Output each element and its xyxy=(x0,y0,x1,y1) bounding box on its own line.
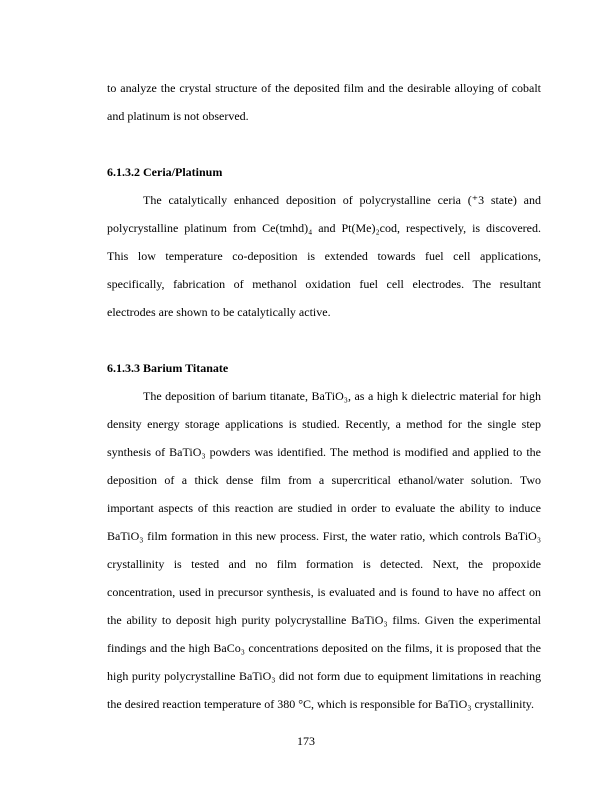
section-heading-ceria-platinum: 6.1.3.2 Ceria/Platinum xyxy=(107,165,223,179)
paragraph-ceria-platinum: The catalytically enhanced deposition of polycrystalline ceria (⁺3 state) and polycrystalline platinum from Ce(tmhd)₄ and Pt(Me)₂cod, respectively, is discovered. This low temperature co-deposition is extended towards fuel cell applications, specifically, fabrication of methanol oxidation fuel cell electrodes. The resultant electrodes are shown to be catalytically active. xyxy=(107,193,541,319)
page-number: 173 xyxy=(297,734,315,748)
section-heading-barium-titanate: 6.1.3.3 Barium Titanate xyxy=(107,361,229,375)
paragraph-barium-titanate: The deposition of barium titanate, BaTiO₃, as a high k dielectric material for high density energy storage applications is studied. Recently, a method for the single step synthesis of BaTiO₃ powders was identified. The method is modified and applied to the deposition of a thick dense film from a supercritical ethanol/water solution. Two important aspects of this reaction are studied in order to evaluate the ability to induce BaTiO₃ film formation in this new process. First, the water ratio, which controls BaTiO₃ crystallinity is tested and no film formation is detected. Next, the propoxide concentration, used in precursor synthesis, is evaluated and is found to have no affect on the ability to deposit high purity polycrystalline BaTiO₃ films. Given the experimental findings and the high BaCo₃ concentrations deposited on the films, it is proposed that the high purity polycrystalline BaTiO₃ did not form due to equipment limitations in reaching the desired reaction temperature of 380 °C, which is responsible for BaTiO₃ crystallinity. xyxy=(107,389,541,711)
paragraph-cobalt-conclusion: to analyze the crystal structure of the deposited film and the desirable alloying of cobalt and platinum is not observed. xyxy=(107,81,541,123)
